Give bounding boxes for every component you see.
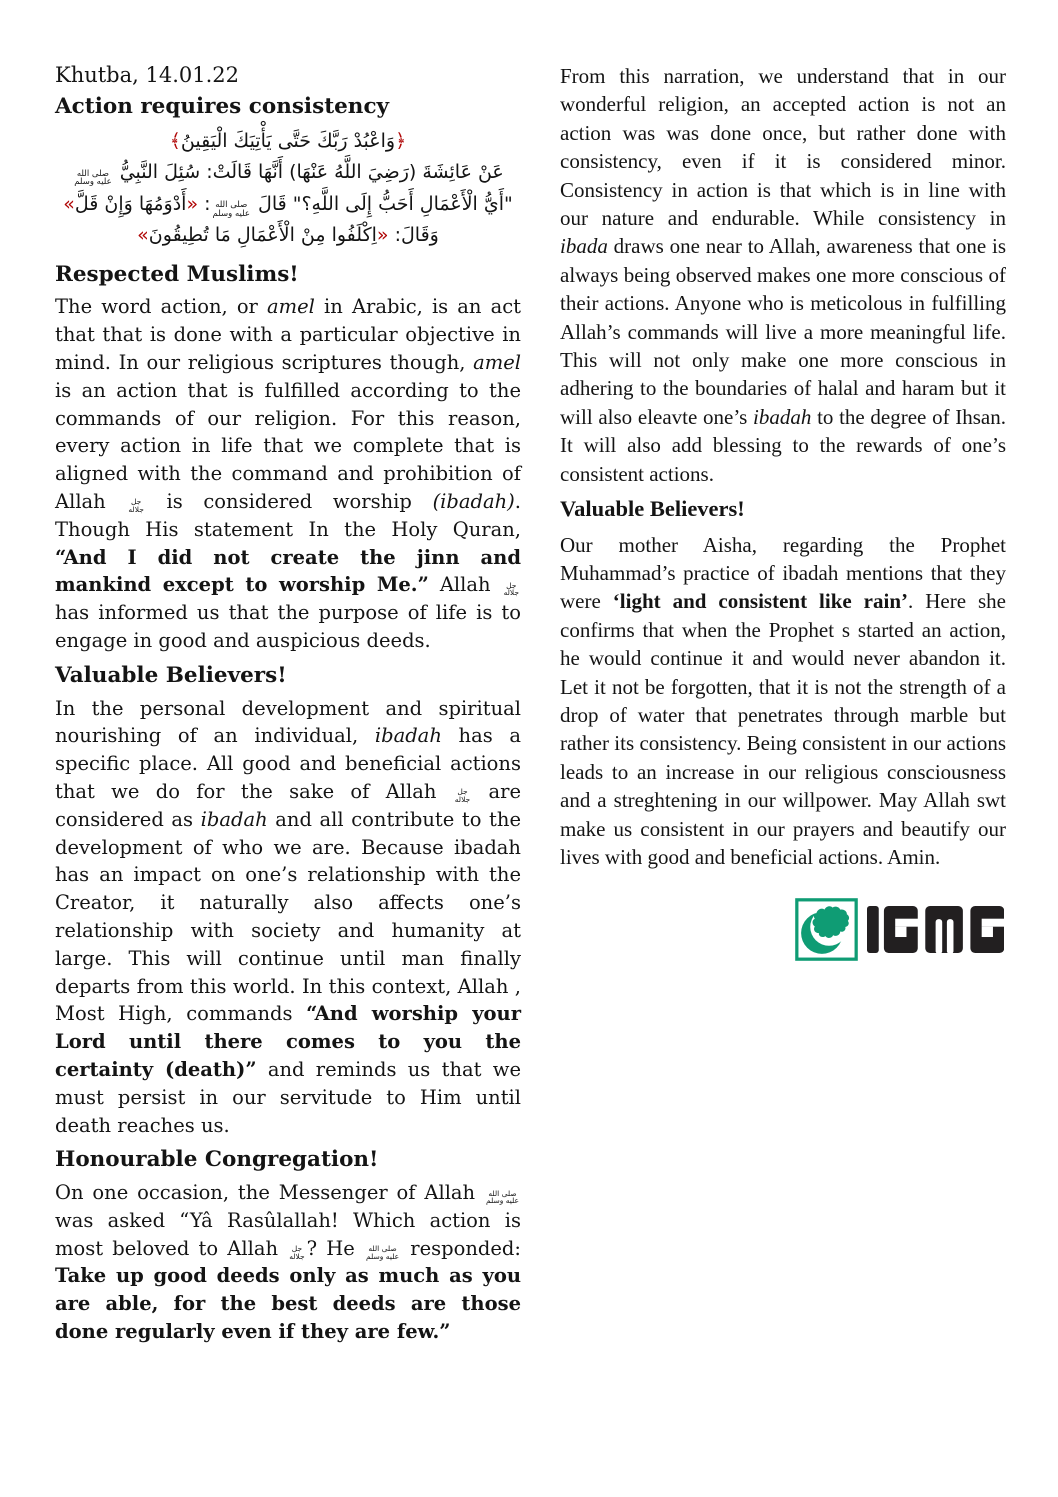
text-run: responded: — [401, 1236, 521, 1260]
text-run: أَدْوَمُهَا وَإِنْ قَلَّ — [74, 192, 187, 215]
honorific-calligraphy-glyph: جل جلاله — [128, 497, 144, 514]
text-run: Take up good deeds only as much as you are able, for the best deeds are those done regularly even if they are few.” — [55, 1264, 521, 1344]
quran-quote-ornament: « — [376, 224, 389, 247]
text-run: وَاعْبُدْ رَبَّكَ حَتَّى يَأْتِيَكَ الْيَقِينُ — [180, 129, 396, 152]
igmg-wordmark — [867, 906, 1004, 953]
section-heading: Valuable Believers! — [55, 662, 287, 688]
text-run: "أَيُّ الْأَعْمَالِ أَحَبُّ إِلَى اللَّهِ؟" قَالَ — [251, 192, 513, 215]
honorific-calligraphy-glyph: صلى الله عليه وسلم — [74, 168, 112, 188]
section-heading: Action requires consistency — [55, 93, 390, 119]
honorific-calligraphy-glyph: صلى الله عليه وسلم — [366, 1244, 400, 1261]
right-column-content — [560, 62, 1006, 871]
text-run: in Arabic, is an act that that is done with a particular objective in mind. In our religious scriptures though, — [55, 295, 521, 374]
text-run: : — [198, 192, 211, 215]
text-run: is an action that is fulfilled according to the commands of our religion. For this reason, every action in life that we complete that is aligned with the command and prohibition of Allah — [55, 378, 521, 513]
text-run: and all contribute to the development of who we are. Because ibadah has an impact on one’s relationship with the Creator, it naturally also affects one’s relationship with society and humanity at large. This will continue until man finally departs from this world. In this context, Allah , Most High, commands — [55, 807, 521, 1026]
text-run: was asked “Yâ Rasûlallah! Which action is most beloved to Allah — [55, 1208, 521, 1260]
text-run: ‘light and consistent like rain’ — [612, 589, 909, 614]
arabic-line — [55, 220, 521, 252]
paragraph — [55, 293, 521, 654]
section-heading: Valuable Believers! — [560, 496, 745, 522]
text-run: is considered worship — [145, 489, 433, 513]
paragraph — [560, 531, 1006, 872]
text-run: has informed us that the purpose of life is to engage in good and auspicious deeds. — [55, 601, 521, 652]
quran-quote-ornament: ﴾ — [169, 129, 181, 152]
paragraph — [560, 62, 1006, 488]
text-run: اِكْلَفُوا مِنْ الْأَعْمَالِ مَا تُطِيقُونَ — [148, 224, 377, 247]
honorific-calligraphy-glyph: جل جلاله — [503, 580, 519, 598]
text-run: . Though His statement In the Holy Quran, — [55, 489, 521, 541]
document-title: Khutba, 14.01.22 — [55, 63, 240, 87]
arabic-verse-block — [55, 126, 521, 252]
text-run: عَنْ عَائِشَةَ (رَضِيَ اللَّهُ عَنْهَا) أَنَّهَا قَالَتْ: سُئِلَ النَّبِيُّ — [113, 161, 504, 184]
paragraph — [55, 1179, 521, 1346]
quran-quote-ornament: » — [137, 224, 149, 247]
igmg-logo — [560, 898, 1006, 961]
text-run: (ibadah) — [432, 489, 515, 513]
section-heading: Honourable Congregation! — [55, 1147, 379, 1173]
text-run: and reminds us that we must persist in our servitude to Him until death reaches us. — [55, 1057, 521, 1137]
text-run: . Here she confirms that when the Prophet s started an action, he would continue it and would never abandon it. Let it not be forgotten, that it is not the strength of a drop of water that penetrates through marble but rather its consistency. Being consistent in our actions leads to an increase in our religious consciousness and a streghtening in our willpower. May Allah swt make us consistent in our prayers and beautify our lives with good and beneficial actions. Amin. — [560, 589, 1006, 869]
honorific-calligraphy-glyph: جل جلاله — [289, 1244, 305, 1261]
text-run: ibada — [560, 234, 608, 259]
igmg-crescent-europe-icon — [795, 898, 858, 961]
right-column — [560, 62, 1006, 961]
left-column-content — [55, 62, 521, 1346]
arabic-line — [55, 189, 521, 221]
text-run: ibadah — [374, 724, 442, 748]
honorific-calligraphy-glyph: جل جلاله — [454, 787, 471, 804]
honorific-calligraphy-glyph: صلى الله عليه وسلم — [212, 200, 250, 219]
honorific-calligraphy-glyph: صلى الله عليه وسلم — [485, 1188, 519, 1206]
text-run: has a specific place. All good and beneficial actions that we do for the sake of Allah — [55, 724, 521, 803]
text-run: وَقَالَ: — [388, 224, 439, 247]
text-run: From this narration, we understand that in our wonderful religion, an accepted action is not an action was was done once, but rather done with consistency, even if it is considered minor. Consistency in action is that which is in line with our nature and endurable. While consistency in — [560, 64, 1006, 231]
paragraph — [55, 695, 521, 1140]
text-run: ibadah — [200, 807, 268, 831]
text-run: On one occasion, the Messenger of Allah — [55, 1181, 484, 1205]
quran-quote-ornament: « — [186, 192, 199, 215]
text-run: Our mother Aisha, regarding the Prophet Muhammad’s practice of ibadah mentions that they were — [560, 532, 1006, 614]
text-run: In the personal development and spiritual nourishing of an individual, — [55, 696, 521, 748]
text-run: “And I did not create the jinn and mankind except to worship Me.” — [55, 545, 521, 597]
left-column — [55, 62, 521, 1353]
text-run: “And worship your Lord until there comes to you the certainty (death)” — [55, 1002, 521, 1081]
quran-quote-ornament: ﴿ — [395, 129, 407, 152]
text-run: ? He — [306, 1236, 365, 1260]
text-run: ibadah — [753, 404, 812, 429]
arabic-line — [55, 126, 521, 158]
arabic-line — [55, 157, 521, 189]
text-run: draws one near to Allah, awareness that one is always being observed makes one more conscious of their actions. Anyone who is meticolous in fulfilling Allah’s commands will live a more meaningful life. This will not only make one more conscious in adhering to the boundaries of halal and haram but it will also eleavte one’s — [560, 234, 1006, 429]
text-run: The word action, or — [55, 295, 268, 319]
text-run: Allah — [428, 573, 502, 597]
text-run: amel — [267, 295, 315, 319]
section-heading: Respected Muslims! — [55, 261, 299, 287]
quran-quote-ornament: » — [63, 192, 75, 215]
text-run: are considered as — [55, 779, 521, 831]
text-run: amel — [473, 350, 521, 374]
text-run: to the degree of Ihsan. It will also add blessing to the rewards of one’s consistent actions. — [560, 404, 1006, 486]
